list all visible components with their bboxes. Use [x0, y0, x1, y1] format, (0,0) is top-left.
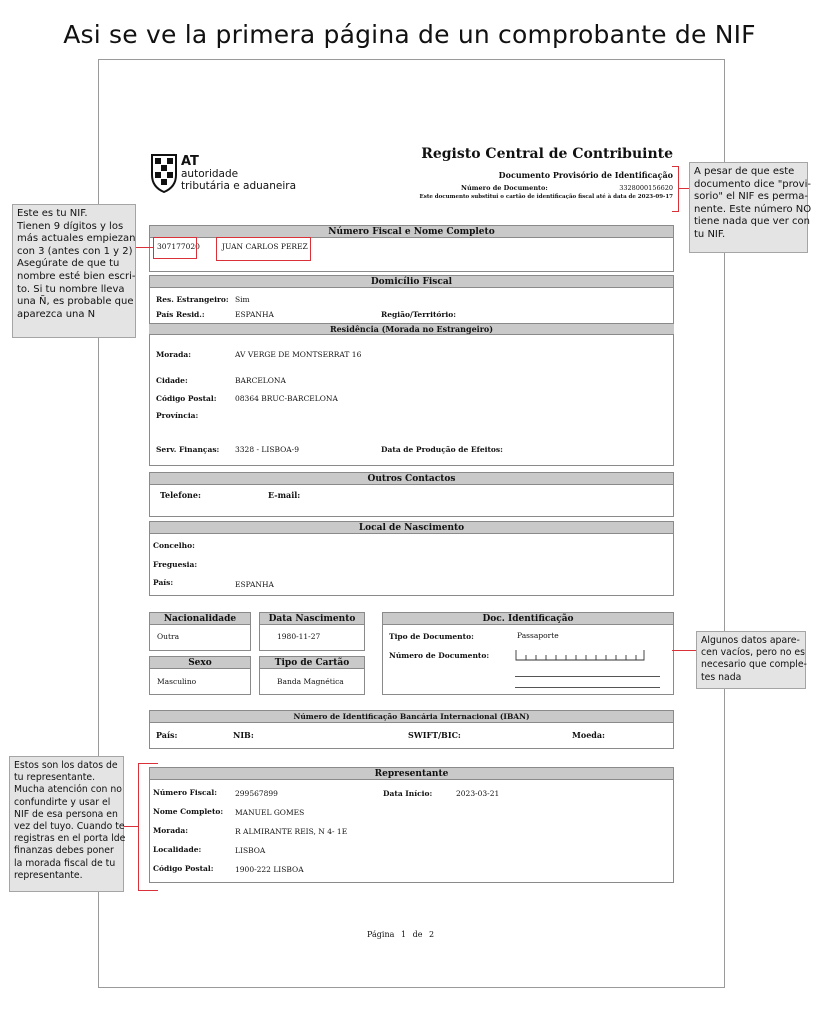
tipo-cartao-value: Banda Magnética [277, 677, 344, 686]
rep-nif-label: Número Fiscal: [153, 788, 218, 797]
outros-contactos-section [149, 472, 674, 517]
swift-label: SWIFT/BIC: [408, 730, 461, 740]
rep-localidade-label: Localidade: [153, 845, 202, 854]
at-emblem-icon [150, 153, 178, 193]
pais-nascimento-value: ESPANHA [235, 580, 274, 589]
rep-data-inicio-label: Data Início: [383, 789, 433, 798]
callout-line: tiene nada que ver con [694, 216, 810, 228]
cp-value: 08364 BRUC-BARCELONA [235, 394, 338, 403]
nif-callout [12, 204, 136, 338]
serv-financas-label: Serv. Finanças: [156, 445, 220, 454]
iban-pais-label: País: [156, 730, 178, 740]
rep-cp-label: Código Postal: [153, 864, 214, 873]
numero-documento-line-1 [515, 676, 660, 677]
doc-number-label: Número de Documento: [461, 184, 548, 192]
sexo-section [149, 656, 251, 695]
name-highlight [216, 237, 311, 261]
morada-value: AV VERGE DE MONTSERRAT 16 [235, 350, 362, 359]
cp-label: Código Postal: [156, 394, 217, 403]
callout-line: to. Si tu nombre lleva [17, 283, 125, 295]
numero-documento-boxes [515, 649, 645, 661]
nif-highlight [153, 237, 197, 259]
de-label: de [412, 930, 423, 939]
data-efeitos-label: Data de Produção de Efeitos: [381, 445, 503, 454]
rep-data-inicio-value: 2023-03-21 [456, 789, 500, 798]
concelho-label: Concelho: [153, 541, 195, 550]
nascimento-section [149, 521, 674, 596]
representante-bracket-bottom [138, 890, 158, 891]
header-bracket [678, 166, 679, 212]
logo-line3: tributária e aduaneira [181, 180, 296, 192]
email-label: E-mail: [268, 490, 301, 500]
callout-line: con 3 (antes con 1 y 2) [17, 245, 133, 257]
rep-localidade-value: LISBOA [235, 846, 266, 855]
doc-number-value: 3328000156620 [619, 184, 673, 192]
callout-line: vez del tuyo. Cuando te [14, 821, 125, 833]
callout-line: Tienen 9 dígitos y los [17, 220, 124, 232]
res-estrangeiro-value: Sim [235, 295, 250, 304]
callout-line: más actuales empiezan [17, 233, 136, 245]
validity-note: Este documento substitui o cartão de identificação fiscal até à data de 2023-09-17 [419, 194, 673, 200]
page-footer [367, 930, 434, 939]
tipo-documento-label: Tipo de Documento: [389, 632, 474, 641]
callout-line: necesario que comple- [701, 659, 807, 671]
nif-section-title: Número Fiscal e Nome Completo [150, 226, 673, 238]
callout-line: NIF de esa persona en [14, 808, 118, 820]
representante-callout [9, 756, 124, 892]
morada-label: Morada: [156, 350, 191, 359]
callout-line: Mucha atención con no [14, 784, 122, 796]
page-headline: Asi se ve la primera página de un comprobante de NIF [63, 20, 756, 49]
nacionalidade-value: Outra [157, 632, 180, 641]
callout-line: Asegúrate de que tu [17, 258, 120, 270]
nacionalidade-title: Nacionalidade [150, 613, 250, 625]
callout-line: tu representante. [14, 772, 96, 784]
page-number: 1 [400, 930, 407, 939]
callout-line: nente. Este número NO [694, 203, 812, 215]
nib-label: NIB: [233, 730, 254, 740]
rep-nome-value: MANUEL GOMES [235, 808, 305, 817]
numero-documento-label: Número de Documento: [389, 651, 490, 660]
tipo-documento-value: Passaporte [517, 631, 559, 640]
cidade-label: Cidade: [156, 376, 188, 385]
iban-title: Número de Identificação Bancária Internacional (IBAN) [150, 711, 673, 723]
document-title: Registo Central de Contribuinte [421, 146, 673, 162]
telefone-label: Telefone: [160, 490, 201, 500]
pais-resid-label: País Resid.: [156, 310, 205, 319]
page-total: 2 [429, 930, 435, 939]
moeda-label: Moeda: [572, 730, 606, 740]
data-nascimento-value: 1980-11-27 [277, 632, 321, 641]
pagina-label: Página [367, 930, 395, 939]
callout-line: tu NIF. [694, 228, 726, 240]
tipo-cartao-title: Tipo de Cartão [260, 657, 364, 669]
at-logo [150, 153, 295, 195]
callout-line: registras en el porta lde [14, 833, 126, 845]
callout-line: cen vacíos, pero no es [701, 647, 805, 659]
rep-cp-value: 1900-222 LISBOA [235, 865, 304, 874]
callout-line: representante. [14, 869, 83, 881]
document-subtitle: Documento Provisório de Identificação [498, 170, 673, 180]
callout-line: confundirte y usar el [14, 796, 111, 808]
cidade-value: BARCELONA [235, 376, 286, 385]
callout-line: sorio" el NIF es perma- [694, 191, 809, 203]
nif-value: 307177020 [157, 242, 200, 251]
callout-line: una Ñ, es probable que [17, 296, 134, 308]
vacios-callout [696, 631, 806, 689]
representante-callout-connector [123, 826, 138, 827]
representante-bracket-top [138, 763, 158, 764]
callout-line: tes nada [701, 671, 742, 683]
full-name-value: JUAN CARLOS PEREZ [222, 242, 308, 251]
outros-contactos-title: Outros Contactos [150, 473, 673, 485]
logo-line2: autoridade [181, 168, 239, 180]
data-nascimento-title: Data Nascimento [260, 613, 364, 625]
logo-at: AT [181, 154, 199, 169]
callout-line: A pesar de que este [694, 166, 795, 177]
rep-morada-value: R ALMIRANTE REIS, N 4- 1E [235, 827, 348, 836]
provisorio-callout [689, 162, 812, 253]
numero-documento-line-2 [515, 687, 660, 688]
domicilio-title: Domicílio Fiscal [150, 276, 673, 288]
header-bracket-bottom [672, 211, 679, 212]
regiao-label: Região/Território: [381, 310, 456, 319]
res-estrangeiro-label: Res. Estrangeiro: [156, 295, 229, 304]
rep-morada-label: Morada: [153, 826, 188, 835]
residencia-title: Residência (Morada no Estrangeiro) [149, 323, 674, 335]
rep-nome-label: Nome Completo: [153, 807, 224, 816]
rep-nif-value: 299567899 [235, 789, 278, 798]
representante-section [149, 767, 674, 883]
doc-identificacao-title: Doc. Identificação [383, 613, 673, 625]
callout-line: la morada fiscal de tu [14, 857, 116, 869]
freguesia-label: Freguesia: [153, 560, 198, 569]
callout-line: Este es tu NIF. [17, 208, 88, 219]
pais-nascimento-label: País: [153, 578, 174, 587]
callout-line: Algunos datos apare- [701, 635, 800, 646]
callout-line: Estos son los datos de [14, 760, 118, 771]
nascimento-title: Local de Nascimento [150, 522, 673, 534]
callout-line: finanzas debes poner [14, 845, 114, 857]
pais-resid-value: ESPANHA [235, 310, 274, 319]
representante-title: Representante [150, 768, 673, 780]
nif-callout-connector [135, 247, 153, 248]
sexo-value: Masculino [157, 677, 197, 686]
representante-bracket [138, 763, 139, 891]
callout-line: aparezca una N [17, 308, 96, 320]
tipo-cartao-section [259, 656, 365, 695]
callout-line: documento dice "provi- [694, 178, 811, 190]
vacios-callout-connector [672, 650, 697, 651]
provincia-label: Província: [156, 411, 199, 420]
header-bracket-top [672, 166, 679, 167]
serv-financas-value: 3328 - LISBOA-9 [235, 445, 299, 454]
sexo-title: Sexo [150, 657, 250, 669]
callout-line: nombre esté bien escri- [17, 270, 136, 282]
